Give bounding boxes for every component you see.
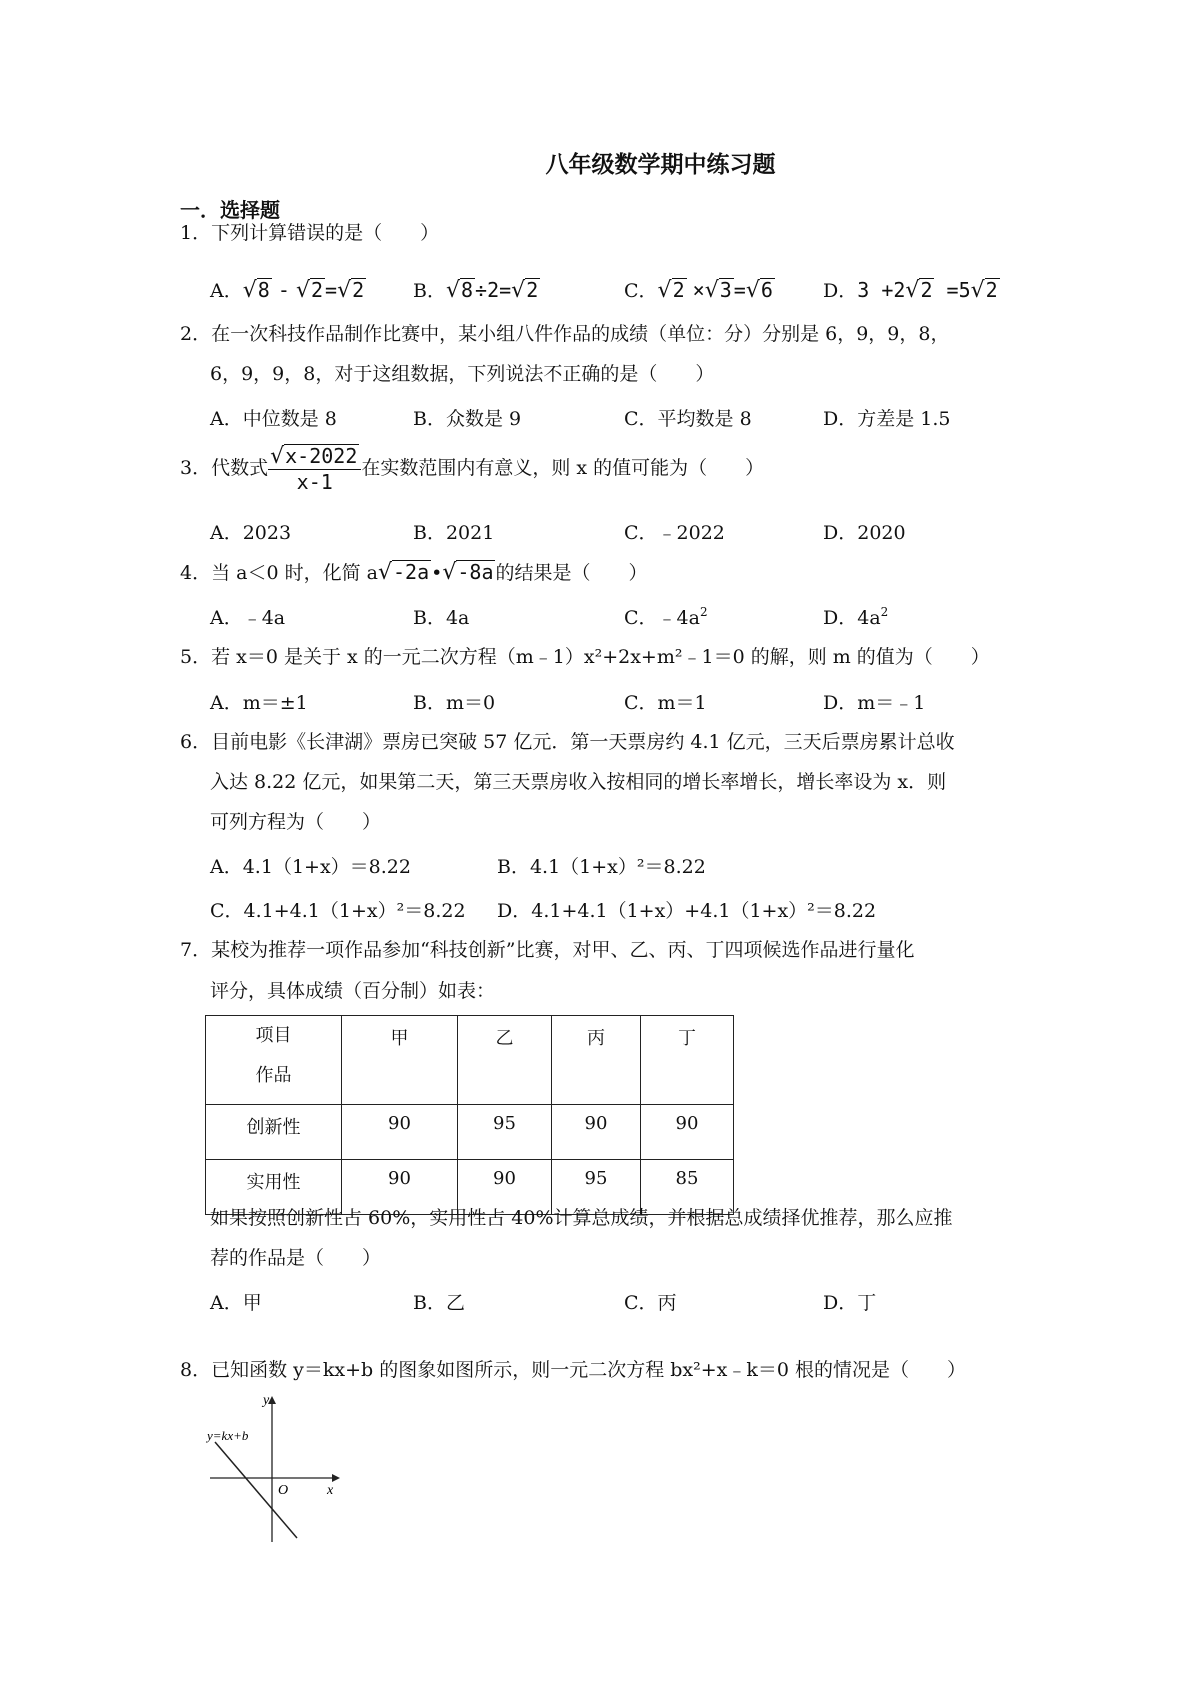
table-cell: 90	[552, 1105, 641, 1160]
q7-option-b: B．乙	[413, 1292, 465, 1314]
y-axis-label: y	[263, 1393, 270, 1408]
function-label: y=kx+b	[207, 1428, 249, 1443]
q7-option-d: D．丁	[823, 1292, 877, 1314]
q1-option-c: C．√2 ×√3 =√6	[624, 278, 773, 303]
question-1-stem: 1．下列计算错误的是（ ）	[180, 222, 440, 244]
q1-option-b: B．√8 ÷2=√2	[413, 278, 539, 303]
table-cell: 95	[552, 1160, 641, 1215]
x-axis-label: x	[327, 1483, 334, 1498]
question-3-stem: 3．代数式 $\frac{√x-2022}{x-1}$ 在实数范围内有意义，则 x 的值可能为（ ）	[180, 444, 765, 494]
q5-option-c: C．m＝1	[624, 692, 707, 714]
table-row-label: 实用性	[206, 1160, 342, 1215]
q2-option-c: C．平均数是 8	[624, 408, 752, 430]
page-title: 八年级数学期中练习题	[545, 151, 776, 178]
section-heading: 一．选择题	[180, 198, 280, 222]
q5-option-d: D．m＝﹣1	[823, 692, 926, 714]
table-cell: 90	[342, 1160, 458, 1215]
table-col-header: 乙	[458, 1016, 552, 1105]
q5-option-b: B．m＝0	[413, 692, 496, 714]
question-2-line1: 2．在一次科技作品制作比赛中，某小组八件作品的成绩（单位：分）分别是 6，9，9，8，	[180, 323, 950, 345]
q4-option-b: B．4a	[413, 607, 470, 629]
q3-fraction: $\frac{√x-2022}{x-1}$	[268, 444, 361, 494]
question-7-line3: 如果按照创新性占 60%，实用性占 40%计算总成绩，并根据总成绩择优推荐，那么应推	[210, 1207, 953, 1229]
q6-option-c: C．4.1+4.1（1+x）²＝8.22	[210, 900, 466, 922]
table-row-label: 创新性	[206, 1105, 342, 1160]
q6-option-a: A．4.1（1+x）＝8.22	[210, 856, 411, 878]
table-col-header: 丁	[641, 1016, 734, 1105]
question-8-stem: 8．已知函数 y＝kx+b 的图象如图所示，则一元二次方程 bx²+x﹣k＝0 根的情况是（ ）	[180, 1359, 967, 1381]
q3-option-d: D．2020	[823, 522, 906, 544]
question-6-line2: 入达 8.22 亿元，如果第二天，第三天票房收入按相同的增长率增长，增长率设为 x．则	[210, 771, 947, 793]
question-7-line1: 7．某校为推荐一项作品参加“科技创新”比赛，对甲、乙、丙、丁四项候选作品进行量化	[180, 939, 915, 961]
question-7-line2: 评分，具体成绩（百分制）如表：	[210, 980, 496, 1002]
q6-option-d: D．4.1+4.1（1+x）+4.1（1+x）²＝8.22	[497, 900, 877, 922]
question-4-stem: 4．当 a＜0 时，化简 a√-2a •√-8a 的结果是（ ）	[180, 560, 648, 585]
question-5-stem: 5．若 x＝0 是关于 x 的一元二次方程（m﹣1）x²+2x+m²﹣1＝0 的解，则 m 的值为（ ）	[180, 646, 990, 668]
q2-option-b: B．众数是 9	[413, 408, 522, 430]
q1-option-a: A．√8 - √2 =√2	[210, 278, 365, 303]
x-axis-arrow	[332, 1474, 340, 1482]
q3-option-b: B．2021	[413, 522, 495, 544]
q2-option-a: A．中位数是 8	[210, 408, 337, 430]
table-col-header: 丙	[552, 1016, 641, 1105]
question-6-line1: 6．目前电影《长津湖》票房已突破 57 亿元．第一天票房约 4.1 亿元，三天后票房累计总收	[180, 731, 955, 753]
table-col-header: 甲	[342, 1016, 458, 1105]
table-header-corner: 项目 作品	[206, 1016, 342, 1105]
score-table	[205, 1015, 734, 1215]
q1-option-d: D．3 +2√2 =5√2	[823, 278, 998, 303]
question-7-line4: 荐的作品是（ ）	[210, 1247, 382, 1269]
table-row	[206, 1105, 734, 1160]
table-cell: 90	[641, 1105, 734, 1160]
q3-option-c: C．﹣2022	[624, 522, 725, 544]
q7-option-a: A．甲	[210, 1292, 262, 1314]
table-cell: 90	[458, 1160, 552, 1215]
q7-option-c: C．丙	[624, 1292, 677, 1314]
q2-option-d: D．方差是 1.5	[823, 408, 951, 430]
table-cell: 95	[458, 1105, 552, 1160]
q5-option-a: A．m＝±1	[210, 692, 308, 714]
q4-option-d: D．$4a^2$	[823, 605, 889, 629]
q3-option-a: A．2023	[210, 522, 292, 544]
q4-option-a: A．﹣4a	[210, 607, 286, 629]
origin-label: O	[278, 1483, 289, 1498]
q4-option-c: C．$﹣4a^2$	[624, 605, 708, 629]
question-6-line3: 可列方程为（ ）	[210, 811, 382, 833]
question-2-line2: 6，9，9，8，对于这组数据，下列说法不正确的是（ ）	[210, 363, 715, 385]
linear-function-graph	[205, 1392, 355, 1548]
table-cell: 90	[342, 1105, 458, 1160]
table-cell: 85	[641, 1160, 734, 1215]
q6-option-b: B．4.1（1+x）²＝8.22	[497, 856, 706, 878]
